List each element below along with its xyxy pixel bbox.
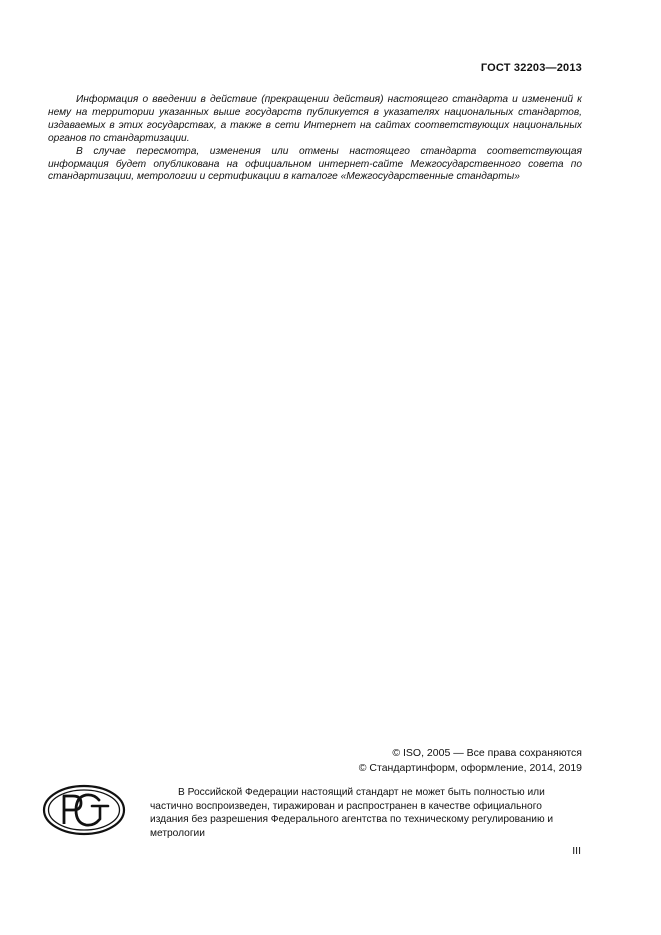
copyright-iso: © ISO, 2005 — Все права сохраняются [392, 747, 582, 759]
copyright-standartinform: © Стандартинформ, оформление, 2014, 2019 [358, 762, 582, 774]
info-paragraph-1: Информация о введении в действие (прекращении действия) настоящего стандарта и изменений к нему на территории указанных выше государств публикуется в указателях национальных стандартов, издаваемых в этих государствах, а также в сети Интернет на сайтах соответствующих национальных органов по стандартизации. [48, 94, 582, 144]
info-block [48, 94, 582, 184]
page-number: III [572, 845, 581, 857]
copyright-block [359, 746, 582, 776]
reproduction-notice [150, 786, 582, 840]
info-paragraph-2: В случае пересмотра, изменения или отмены настоящего стандарта соответствующая информация будет опубликована на официальном интернет-сайте Межгосударственного совета по стандартизации, метрологии и сертификации в каталоге «Межгосударственные стандарты» [48, 145, 582, 183]
notice-text: В Российской Федерации настоящий стандарт не может быть полностью или частично воспроизведен, тиражирован и распространен в качестве официального издания без разрешения Федерального агентства по техническому регулированию и метрологии [150, 787, 554, 839]
standard-code: ГОСТ 32203—2013 [480, 62, 582, 74]
rst-certification-mark-icon [42, 784, 126, 836]
